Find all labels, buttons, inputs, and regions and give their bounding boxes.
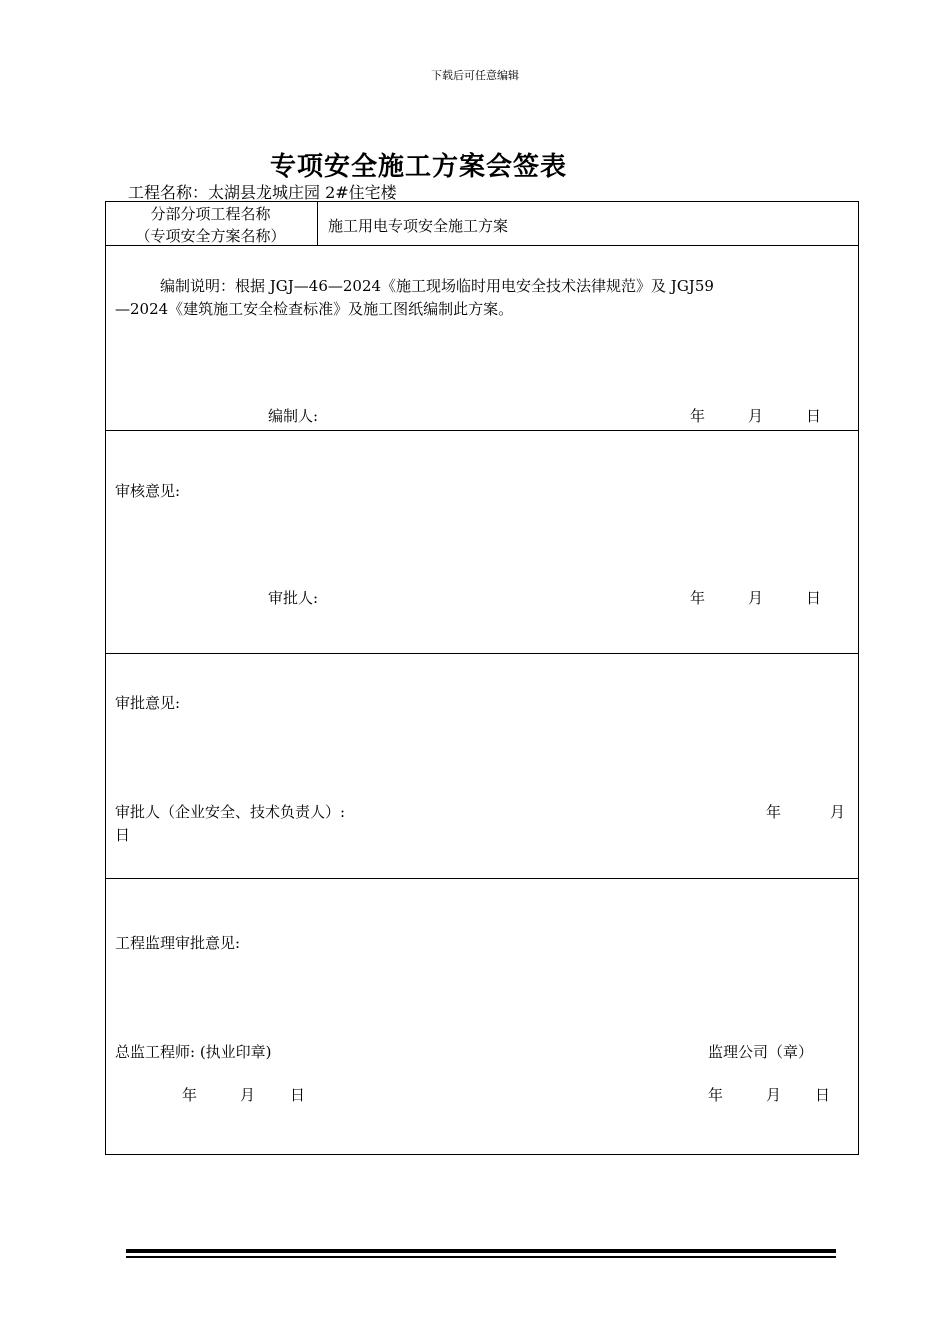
review-year: 年 [690, 589, 706, 607]
row-divider [106, 878, 858, 879]
approve-month: 月 [830, 803, 846, 821]
review-day: 日 [806, 589, 822, 607]
compiler-label: 编制人: [268, 407, 319, 425]
approver-label: 审批人（企业安全、技术负责人）: [115, 803, 346, 821]
reviewer-label: 审批人: [268, 589, 319, 607]
chief-month: 月 [240, 1086, 256, 1104]
review-opinion-label: 审核意见: [115, 482, 181, 500]
approve-day: 日 [115, 826, 131, 844]
approve-year: 年 [766, 803, 782, 821]
compile-description-line2: —2024《建筑施工安全检查标准》及施工图纸编制此方案。 [115, 300, 514, 318]
chief-supervisor-label: 总监工程师: (执业印章) [115, 1043, 272, 1061]
row1-label-line1: 分部分项工程名称 [150, 205, 271, 223]
supervision-opinion-label: 工程监理审批意见: [115, 934, 241, 952]
company-day: 日 [815, 1086, 831, 1104]
compile-month: 月 [748, 407, 764, 425]
row-divider [106, 653, 858, 654]
chief-year: 年 [182, 1086, 198, 1104]
compile-description-line1: 编制说明：根据 JGJ—46—2024《施工现场临时用电安全技术法律规范》及 JGJ59 [160, 277, 714, 295]
project-name: 工程名称：太湖县龙城庄园 2#住宅楼 [128, 183, 397, 202]
signoff-table [105, 201, 859, 1155]
company-year: 年 [708, 1086, 724, 1104]
supervision-company-label: 监理公司（章） [708, 1043, 814, 1061]
header-note: 下载后可任意编辑 [431, 69, 519, 82]
chief-day: 日 [290, 1086, 306, 1104]
footer-rule-thick [126, 1249, 836, 1253]
approve-opinion-label: 审批意见: [115, 694, 181, 712]
compile-day: 日 [806, 407, 822, 425]
company-month: 月 [766, 1086, 782, 1104]
row1-label-line2: （专项安全方案名称） [135, 227, 286, 245]
page-title: 专项安全施工方案会签表 [270, 152, 568, 182]
column-divider [317, 202, 318, 245]
review-month: 月 [748, 589, 764, 607]
footer-rule-thin [126, 1256, 836, 1258]
row-divider [106, 430, 858, 431]
compile-year: 年 [690, 407, 706, 425]
row1-value: 施工用电专项安全施工方案 [328, 217, 509, 235]
